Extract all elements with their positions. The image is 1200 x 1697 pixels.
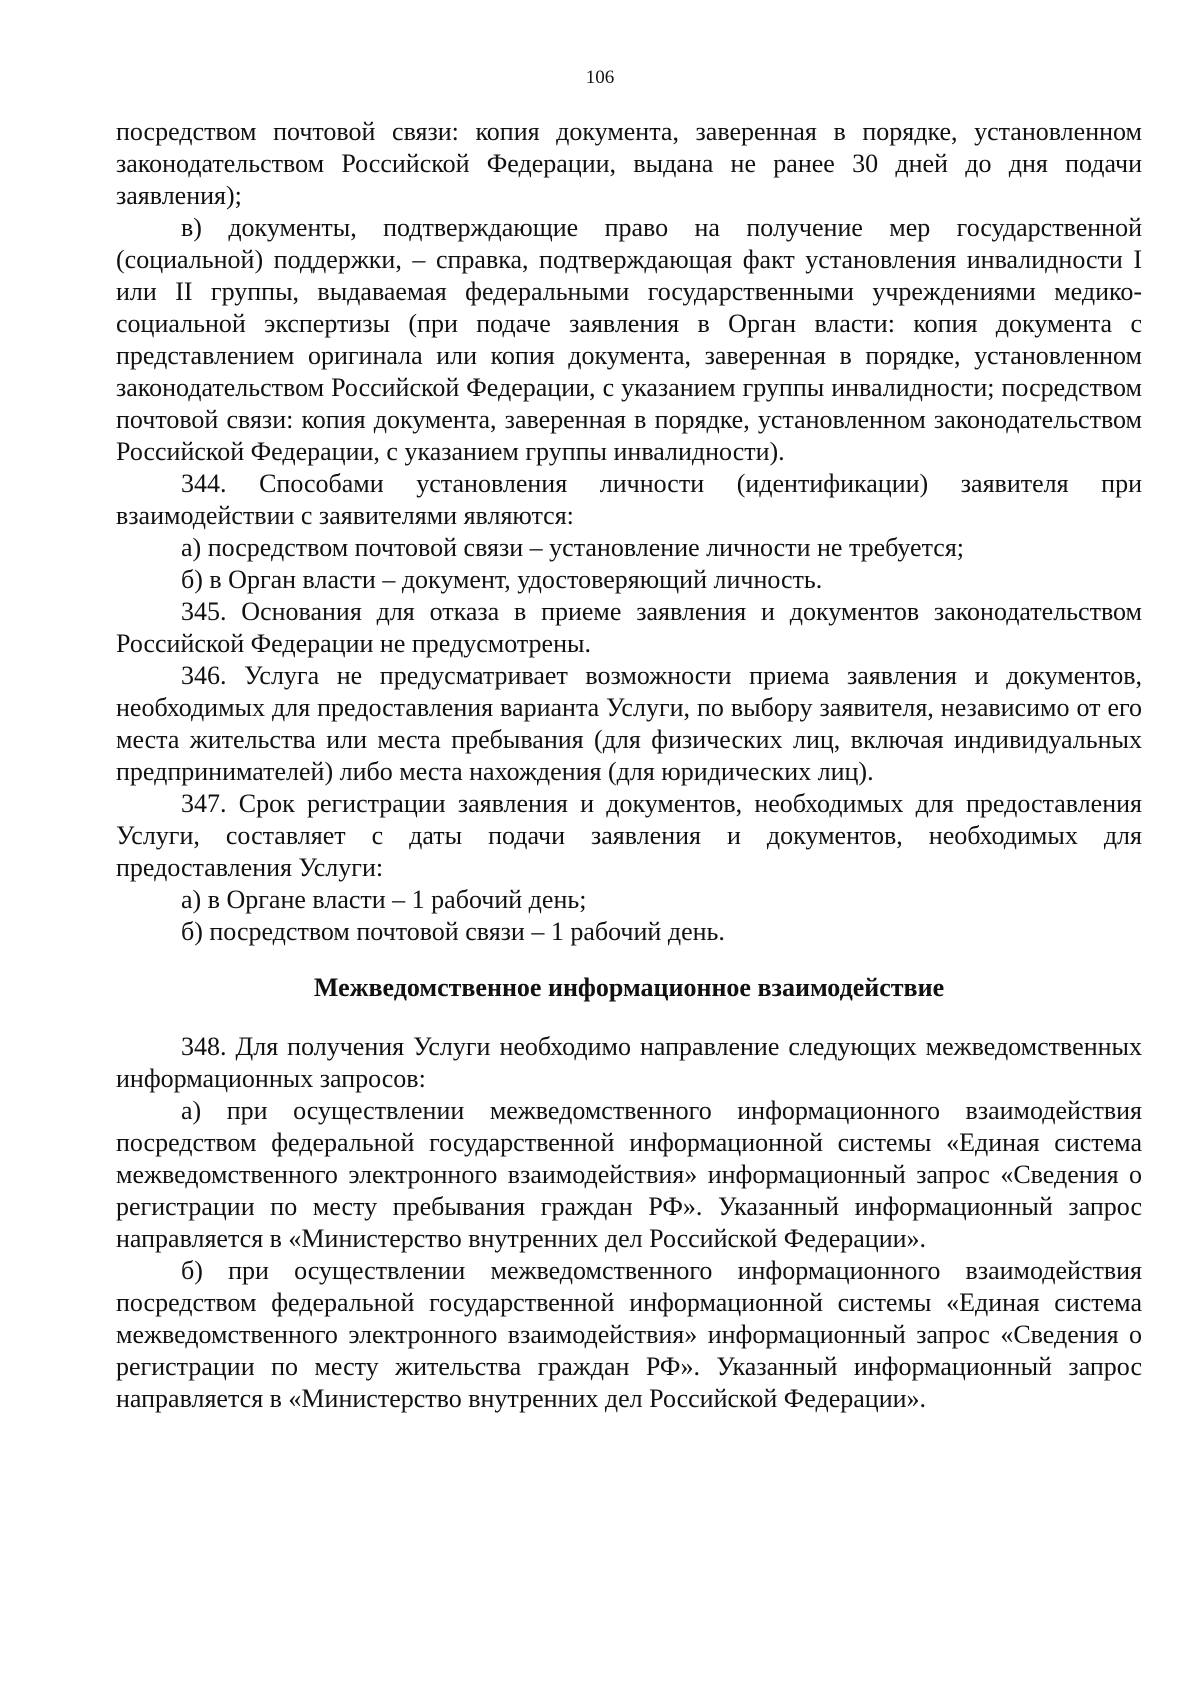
paragraph-347-b: б) посредством почтовой связи – 1 рабочий день. xyxy=(181,917,725,946)
paragraph-344-a: а) посредством почтовой связи – установление личности не требуется; xyxy=(181,533,964,562)
paragraph-347: 347. Срок регистрации заявления и документов, необходимых для предоставления Услуги, составляет с даты подачи заявления и документов, необходимых для предоставления Услуги: xyxy=(116,789,1142,882)
paragraph-348-a: а) при осуществлении межведомственного информационного взаимодействия посредством федеральной государственной информационной системы «Единая система межведомственного электронного взаимодействия» информационный запрос «Сведения о регистрации по месту пребывания граждан РФ». Указанный информационный запрос направляется в «Министерство внутренних дел Российской Федерации». xyxy=(116,1096,1142,1253)
paragraph-346: 346. Услуга не предусматривает возможности приема заявления и документов, необходимых для предоставления варианта Услуги, по выбору заявителя, независимо от его места жительства или места пребывания (для физических лиц, включая индивидуальных предпринимателей) либо места нахождения (для юридических лиц). xyxy=(116,661,1142,786)
paragraph-348-b: б) при осуществлении межведомственного информационного взаимодействия посредством федеральной государственной информационной системы «Единая система межведомственного электронного взаимодействия» информационный запрос «Сведения о регистрации по месту жительства граждан РФ». Указанный информационный запрос направляется в «Министерство внутренних дел Российской Федерации». xyxy=(116,1256,1142,1413)
paragraph-continuation: посредством почтовой связи: копия документа, заверенная в порядке, установленном законодательством Российской Федерации, выдана не ранее 30 дней до дня подачи заявления); xyxy=(116,117,1142,210)
paragraph-item-v-documents: в) документы, подтверждающие право на получение мер государственной (социальной) поддержки, – справка, подтверждающая факт установления инвалидности I или II группы, выдаваемая федеральными государственными учреждениями медико-социальной экспертизы (при подаче заявления в Орган власти: копия документа с представлением оригинала или копия документа, заверенная в порядке, установленном законодательством Российской Федерации, с указанием группы инвалидности; посредством почтовой связи: копия документа, заверенная в порядке, установленном законодательством Российской Федерации, с указанием группы инвалидности). xyxy=(116,213,1142,466)
document-body xyxy=(116,116,1142,1415)
paragraph-344: 344. Способами установления личности (идентификации) заявителя при взаимодействии с заявителями являются: xyxy=(116,469,1142,530)
paragraph-345: 345. Основания для отказа в приеме заявления и документов законодательством Российской Федерации не предусмотрены. xyxy=(116,597,1142,658)
paragraph-344-b: б) в Орган власти – документ, удостоверяющий личность. xyxy=(181,565,823,594)
page-number: 106 xyxy=(585,67,615,88)
paragraph-348: 348. Для получения Услуги необходимо направление следующих межведомственных информационных запросов: xyxy=(116,1032,1142,1093)
paragraph-347-a: а) в Органе власти – 1 рабочий день; xyxy=(181,885,587,914)
section-heading: Межведомственное информационное взаимодействие xyxy=(313,973,945,1002)
